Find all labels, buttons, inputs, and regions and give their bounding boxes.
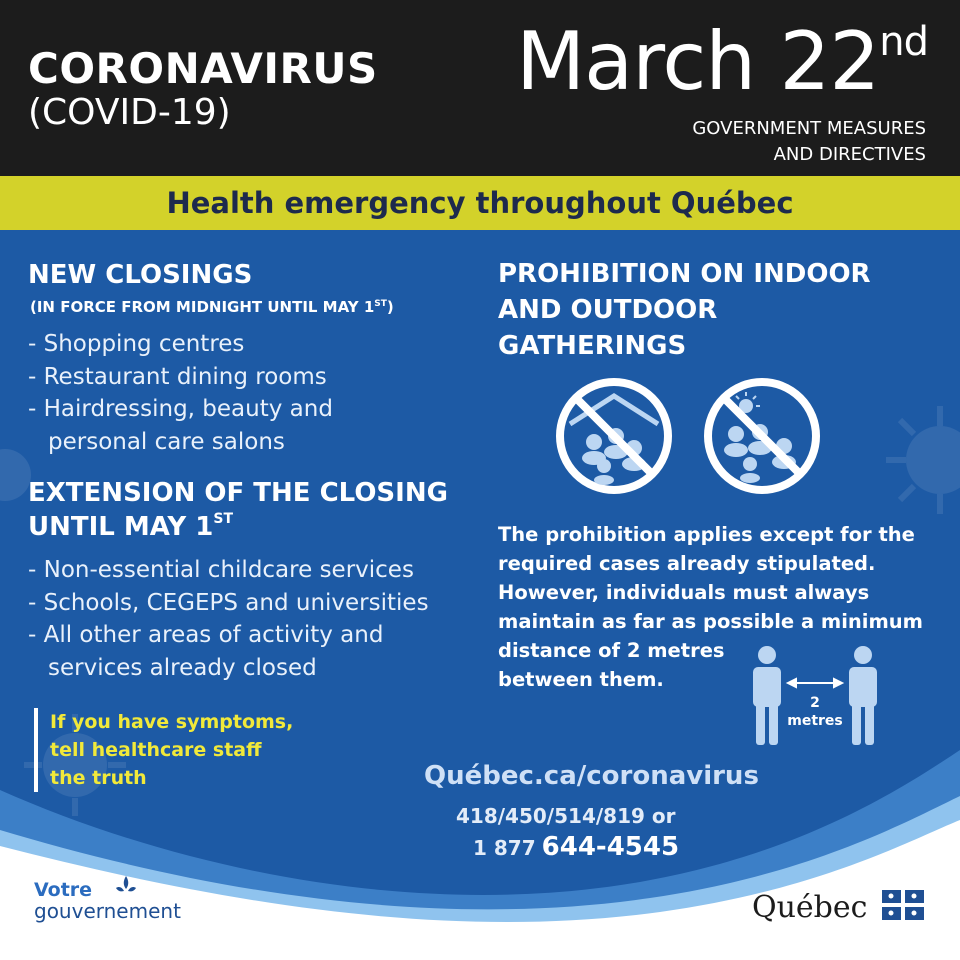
title-coronavirus: CORONAVIRUS: [28, 44, 378, 93]
website-link[interactable]: Québec.ca/coronavirus: [424, 761, 759, 791]
prohibition-heading-line1: PROHIBITION ON INDOOR: [498, 259, 871, 289]
prohibition-heading-line3: GATHERINGS: [498, 331, 687, 361]
date-main: March 22: [516, 15, 880, 108]
bottom-wave-decoration: [0, 230, 960, 960]
distance-unit: metres: [787, 713, 843, 729]
list-item: - All other areas of activity and services already closed: [28, 622, 384, 681]
distance-value: 2: [810, 695, 820, 711]
list-item: - Hairdressing, beauty and personal care salons: [28, 396, 333, 455]
note-prefix: (IN FORCE FROM MIDNIGHT UNTIL MAY 1: [30, 298, 375, 316]
main-panel: [0, 230, 960, 960]
note-suffix: ): [386, 298, 394, 316]
emergency-banner: [0, 176, 960, 230]
header-bar: [0, 0, 960, 176]
warning-line2: tell healthcare staff: [50, 739, 262, 761]
subtitle-measures: [566, 116, 926, 168]
extension-heading-line1: EXTENSION OF THE CLOSING: [28, 478, 448, 508]
banner-text: Health emergency throughout Québec: [166, 186, 794, 220]
votre-gouvernement-logo-bottom: gouvernement: [34, 899, 181, 923]
regional-phones: 418/450/514/819 or: [456, 804, 676, 828]
prohibition-text-line6: between them.: [498, 668, 664, 691]
extension-heading-text: UNTIL MAY 1: [28, 512, 214, 542]
list-item: - Restaurant dining rooms: [28, 363, 327, 390]
date-suffix: nd: [879, 19, 928, 65]
prohibition-heading-line2: AND OUTDOOR: [498, 295, 718, 325]
fleur-de-lis-icon: [114, 876, 138, 898]
extension-heading-sup: ST: [213, 511, 234, 527]
prohibition-text-line4: maintain as far as possible a minimum: [498, 610, 923, 633]
new-closings-heading: NEW CLOSINGS: [28, 260, 253, 290]
quebec-flag-icon: [882, 890, 924, 920]
warning-line3: the truth: [50, 767, 147, 789]
prohibition-text-line2: required cases already stipulated.: [498, 552, 876, 575]
prohibition-text-line5: distance of 2 metres: [498, 639, 725, 662]
tollfree-number: 644-4545: [541, 832, 680, 862]
prohibition-text-line1: The prohibition applies except for the: [498, 523, 915, 546]
note-sup: ST: [374, 299, 387, 309]
subtitle-line2: AND DIRECTIVES: [773, 144, 926, 165]
quebec-logo-text: Québec: [752, 890, 868, 925]
warning-line1: If you have symptoms,: [50, 711, 294, 733]
subtitle-line1: GOVERNMENT MEASURES: [692, 118, 926, 139]
list-item: - Schools, CEGEPS and universities: [28, 589, 429, 616]
list-item: - Non-essential childcare services: [28, 557, 414, 583]
date-heading: [516, 15, 928, 108]
title-covid: (COVID-19): [28, 92, 231, 133]
votre-gouvernement-logo-top: Votre: [34, 879, 93, 901]
list-item: - Shopping centres: [28, 331, 245, 357]
tollfree-prefix: 1 877: [473, 836, 536, 860]
prohibition-text-line3: However, individuals must always: [498, 581, 870, 604]
